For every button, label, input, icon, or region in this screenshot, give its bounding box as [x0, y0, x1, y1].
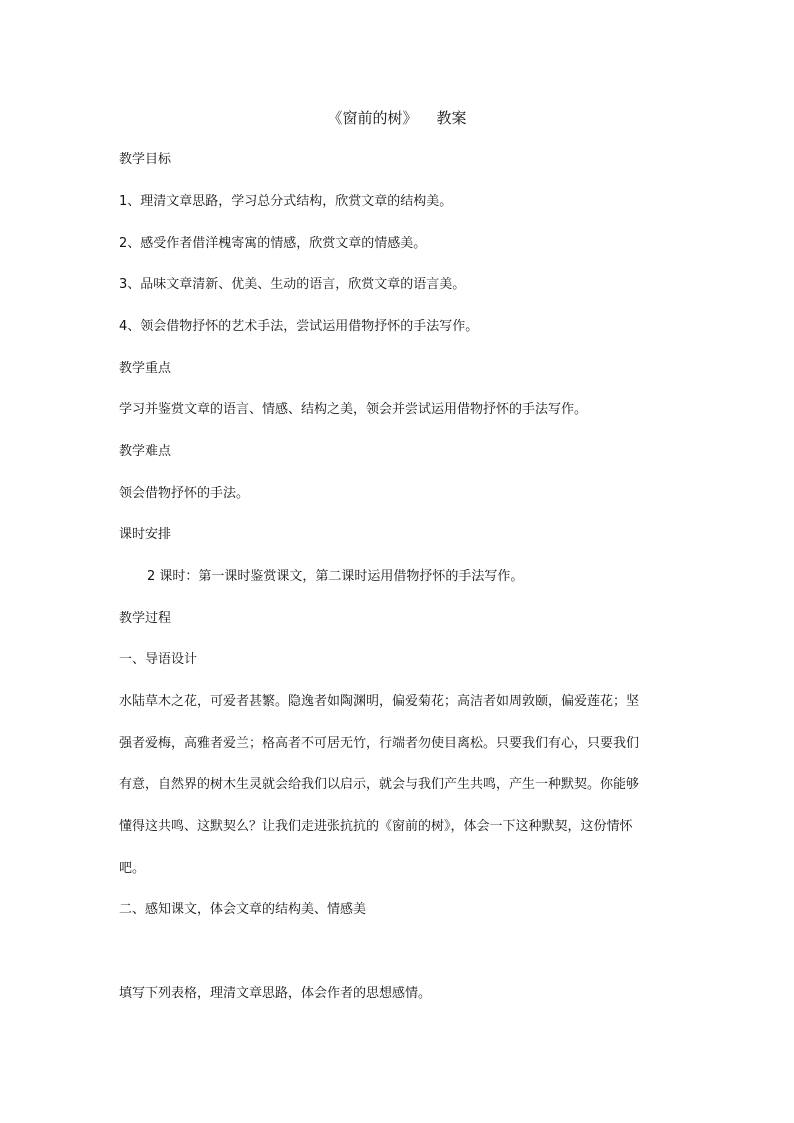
intro-paragraph-line-1: 水陆草木之花，可爱者甚繁。隐逸者如陶渊明，偏爱菊花；高洁者如周敦颐，偏爱莲花；坚 — [119, 694, 640, 709]
heading-process: 教学过程 — [119, 611, 172, 626]
goal-item-2: 2、感受作者借洋槐寄寓的情感，欣赏文章的情感美。 — [119, 236, 427, 251]
section-1-heading: 一、导语设计 — [119, 652, 198, 667]
intro-paragraph-line-5: 吧。 — [119, 861, 146, 876]
intro-paragraph-line-3: 有意，自然界的树木生灵就会给我们以启示，就会与我们产生共鸣，产生一种默契。你能够 — [119, 777, 640, 792]
difficulties-text: 领会借物抒怀的手法。 — [119, 486, 250, 501]
heading-key-points: 教学重点 — [119, 361, 172, 376]
section-2-heading: 二、感知课文，体会文章的结构美、情感美 — [119, 902, 367, 917]
document-title: 《窗前的树》 教案 — [327, 109, 467, 127]
goal-item-3: 3、品味文章清新、优美、生动的语言，欣赏文章的语言美。 — [119, 277, 466, 292]
intro-paragraph-line-4: 懂得这共鸣、这默契么？让我们走进张抗抗的《窗前的树》，体会一下这种默契，这份情怀 — [119, 819, 633, 834]
schedule-text: 2 课时：第一课时鉴赏课文，第二课时运用借物抒怀的手法写作。 — [147, 569, 524, 584]
goal-item-1: 1、理清文章思路，学习总分式结构，欣赏文章的结构美。 — [119, 194, 453, 209]
heading-difficulties: 教学难点 — [119, 444, 172, 459]
heading-schedule: 课时安排 — [119, 527, 172, 542]
key-points-text: 学习并鉴赏文章的语言、情感、结构之美，领会并尝试运用借物抒怀的手法写作。 — [119, 402, 588, 417]
intro-paragraph-line-2: 强者爱梅，高雅者爱兰；格高者不可居无竹，行端者勿使目离松。只要我们有心，只要我们 — [119, 736, 640, 751]
heading-teaching-goals: 教学目标 — [119, 152, 172, 167]
goal-item-4: 4、领会借物抒怀的艺术手法，尝试运用借物抒怀的手法写作。 — [119, 319, 479, 334]
table-instruction: 填写下列表格，理清文章思路，体会作者的思想感情。 — [119, 986, 432, 1001]
